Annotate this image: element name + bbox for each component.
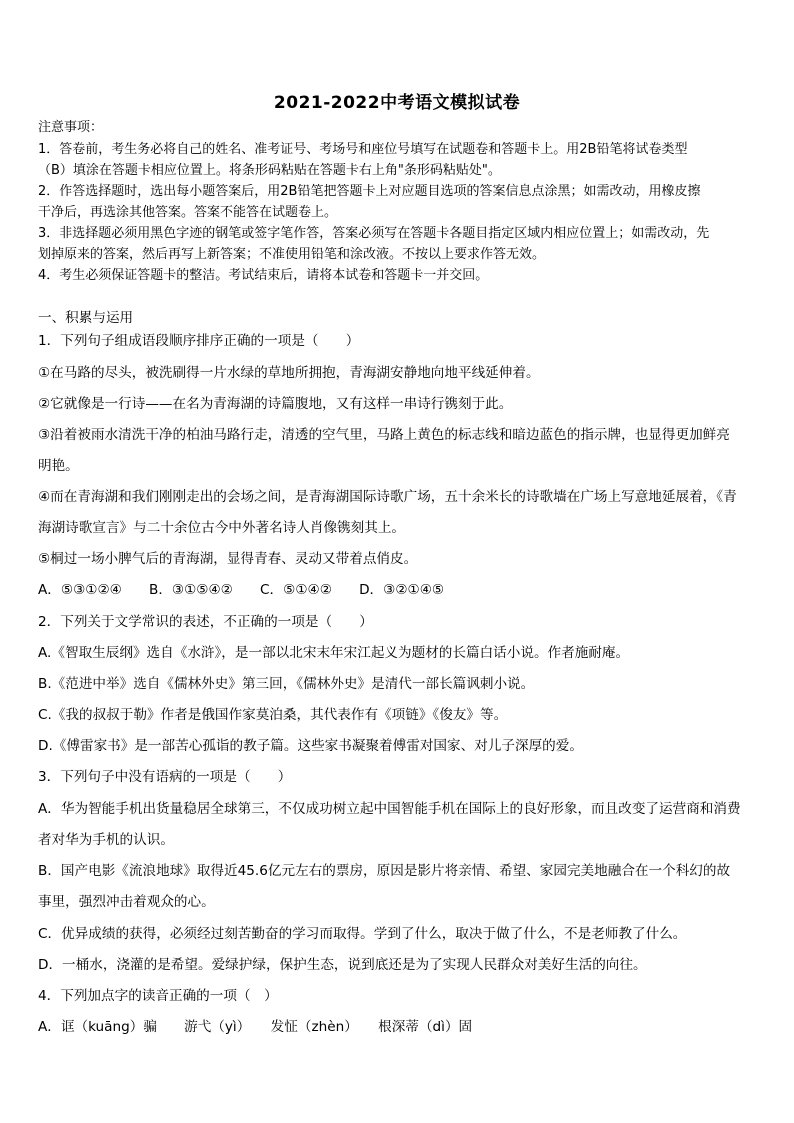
q1-sentence-3-cont: 明艳。 bbox=[38, 458, 79, 474]
q3-option-b: B．国产电影《流浪地球》取得近45.6亿元左右的票房，原因是影片将亲情、希望、家园完美地融合在一个科幻的故 bbox=[38, 863, 731, 879]
question-1: 1．下列句子组成语段顺序排序正确的一项是（ ） bbox=[38, 333, 360, 349]
q3-option-a-cont: 者对华为手机的认识。 bbox=[38, 832, 174, 848]
notice-line-1: 1．答卷前，考生务必将自己的姓名、准考证号、考场号和座位号填写在试题卷和答题卡上。用2B铅笔将试卷类型 bbox=[38, 142, 688, 157]
question-2: 2．下列关于文学常识的表述，不正确的一项是（ ） bbox=[38, 614, 373, 630]
q1-options: A．⑤③①②④ B．③①⑤④② C．⑤①④② D．③②①④⑤ bbox=[38, 582, 445, 598]
page-title: 2021-2022中考语文模拟试卷 bbox=[273, 93, 521, 113]
q3-option-d: D．一桶水，浇灌的是希望。爱绿护绿，保护生态，说到底还是为了实现人民群众对美好生活的向往。 bbox=[38, 957, 647, 973]
notice-line-3: 2．作答选择题时，选出每小题答案后，用2B铅笔把答题卡上对应题目选项的答案信息点涂黑；如需改动，用橡皮擦 bbox=[38, 184, 701, 199]
q1-sentence-4: ④而在青海湖和我们刚刚走出的会场之间，是青海湖国际诗歌广场，五十余米长的诗歌墙在广场上写意地延展着，《青 bbox=[38, 489, 737, 505]
q2-option-a: A.《智取生辰纲》选自《水浒》，是一部以北宋末年宋江起义为题材的长篇白话小说。作者施耐庵。 bbox=[38, 645, 630, 661]
q1-sentence-5: ⑤桐过一场小脾气后的青海湖，显得青春、灵动又带着点俏皮。 bbox=[38, 551, 418, 567]
q1-sentence-1: ①在马路的尽头，被洗刷得一片水绿的草地所拥抱，青海湖安静地向地平线延伸着。 bbox=[38, 365, 540, 381]
notice-line-4: 干净后，再选涂其他答案。答案不能答在试题卷上。 bbox=[38, 205, 338, 220]
notice-line-5: 3．非选择题必须用黑色字迹的钢笔或签字笔作答，答案必须写在答题卡各题目指定区域内相应位置上；如需改动，先 bbox=[38, 226, 710, 241]
notice-line-2: （B）填涂在答题卡相应位置上。将条形码粘贴在答题卡右上角"条形码粘贴处"。 bbox=[38, 163, 501, 178]
notice-line-7: 4．考生必须保证答题卡的整洁。考试结束后，请将本试卷和答题卡一并交回。 bbox=[38, 268, 489, 283]
section-heading: 一、积累与运用 bbox=[38, 310, 134, 326]
q2-option-c: C.《我的叔叔于勒》作者是俄国作家莫泊桑，其代表作有《项链》《俊友》等。 bbox=[38, 707, 508, 723]
q4-option-a: A．诓（kuāng）骗 游弋（yì） 发怔（zhèn） 根深蒂（dì）固 bbox=[38, 1019, 473, 1035]
q2-option-d: D.《傅雷家书》是一部苦心孤诣的教子篇。这些家书凝聚着傅雷对国家、对儿子深厚的爱。 bbox=[38, 738, 583, 754]
q2-option-b: B.《范进中举》选自《儒林外史》第三回，《儒林外史》是清代一部长篇讽刺小说。 bbox=[38, 676, 535, 692]
question-3: 3．下列句子中没有语病的一项是（ ） bbox=[38, 769, 292, 785]
q1-sentence-2: ②它就像是一行诗——在名为青海湖的诗篇腹地，又有这样一串诗行镌刻于此。 bbox=[38, 396, 513, 412]
q1-sentence-4-cont: 海湖诗歌宣言》与二十余位古今中外著名诗人肖像镌刻其上。 bbox=[38, 520, 406, 536]
question-4: 4．下列加点字的读音正确的一项（ ） bbox=[38, 988, 278, 1004]
notice-line-6: 划掉原来的答案，然后再写上新答案；不准使用铅笔和涂改液。不按以上要求作答无效。 bbox=[38, 247, 546, 262]
q3-option-c: C．优异成绩的获得，必须经过刻苦勤奋的学习而取得。学到了什么，取决于做了什么，不是老师教了什么。 bbox=[38, 926, 687, 942]
q3-option-a: A．华为智能手机出货量稳居全球第三，不仅成功树立起中国智能手机在国际上的良好形象，而且改变了运营商和消费 bbox=[38, 801, 741, 817]
notice-heading: 注意事项： bbox=[38, 120, 104, 135]
q3-option-b-cont: 事里，强烈冲击着观众的心。 bbox=[38, 894, 215, 910]
q1-sentence-3: ③沿着被雨水清洗干净的柏油马路行走，清透的空气里，马路上黄色的标志线和暗边蓝色的指示牌，也显得更加鲜亮 bbox=[38, 427, 730, 443]
